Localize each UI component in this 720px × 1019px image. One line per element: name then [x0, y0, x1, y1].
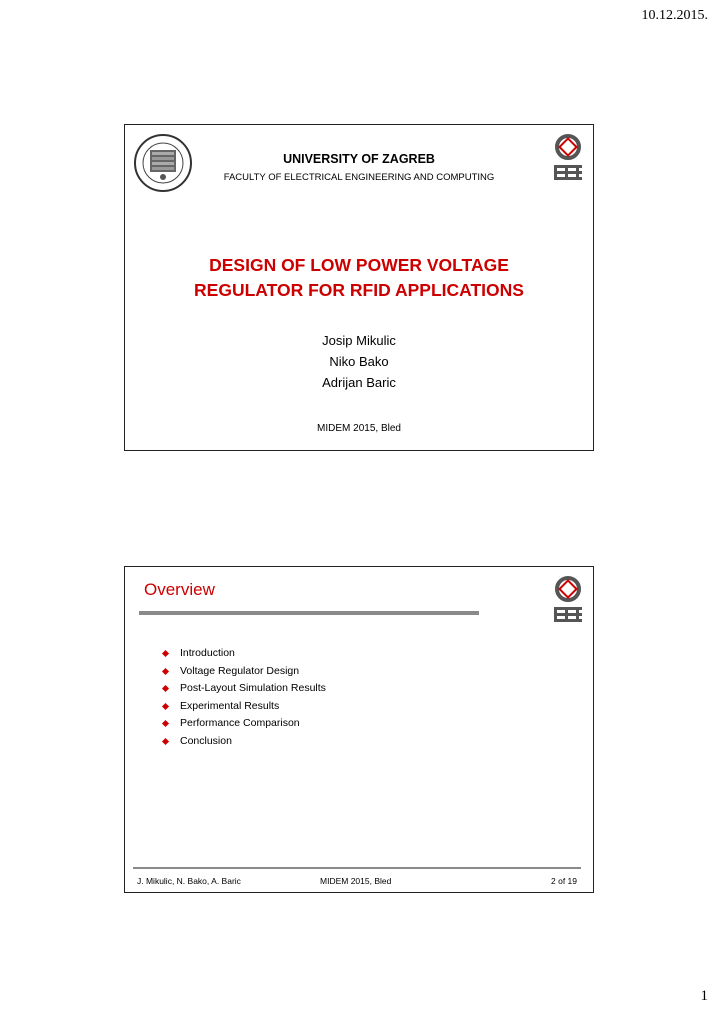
page-date: 10.12.2015. — [641, 8, 708, 23]
list-item-label: Performance Comparison — [180, 717, 300, 729]
diamond-bullet-icon — [162, 738, 169, 745]
university-name: UNIVERSITY OF ZAGREB — [283, 152, 435, 166]
footer-divider — [133, 867, 581, 869]
list-item — [163, 645, 326, 663]
diamond-bullet-icon — [162, 703, 169, 710]
list-item-label: Voltage Regulator Design — [180, 664, 300, 677]
faculty-name: FACULTY OF ELECTRICAL ENGINEERING AND COMPUTING — [223, 172, 495, 183]
slide-counter: 2 of 19 — [551, 876, 577, 886]
presentation-title — [125, 253, 593, 303]
overview-list — [163, 645, 326, 750]
title-line-1: DESIGN OF LOW POWER VOLTAGE — [209, 255, 509, 275]
author: Niko Bako — [329, 354, 389, 369]
list-item-label: Experimental Results — [180, 699, 280, 712]
fer-logo-icon — [551, 575, 585, 625]
diamond-bullet-icon — [162, 650, 169, 657]
list-item — [163, 680, 326, 698]
author: Adrijan Baric — [322, 375, 396, 390]
title-line-2: REGULATOR FOR RFID APPLICATIONS — [194, 280, 524, 300]
overview-slide — [124, 566, 594, 893]
list-item-label: Post-Layout Simulation Results — [180, 682, 326, 694]
diamond-bullet-icon — [162, 685, 169, 692]
author: Josip Mikulic — [322, 333, 396, 348]
list-item-label: Conclusion — [180, 734, 232, 747]
title-underline — [139, 611, 479, 615]
title-slide — [124, 124, 594, 451]
event-name: MIDEM 2015, Bled — [317, 423, 401, 434]
list-item — [163, 663, 326, 681]
footer-event: MIDEM 2015, Bled — [320, 876, 392, 886]
author-list — [125, 330, 593, 393]
page-number: 1 — [700, 988, 708, 1004]
slide-title: Overview — [144, 580, 215, 599]
diamond-bullet-icon — [162, 668, 169, 675]
list-item — [163, 698, 326, 716]
list-item — [163, 733, 326, 751]
list-item-label: Introduction — [180, 647, 235, 659]
list-item — [163, 715, 326, 733]
footer-authors: J. Mikulic, N. Bako, A. Baric — [137, 876, 241, 886]
diamond-bullet-icon — [162, 720, 169, 727]
